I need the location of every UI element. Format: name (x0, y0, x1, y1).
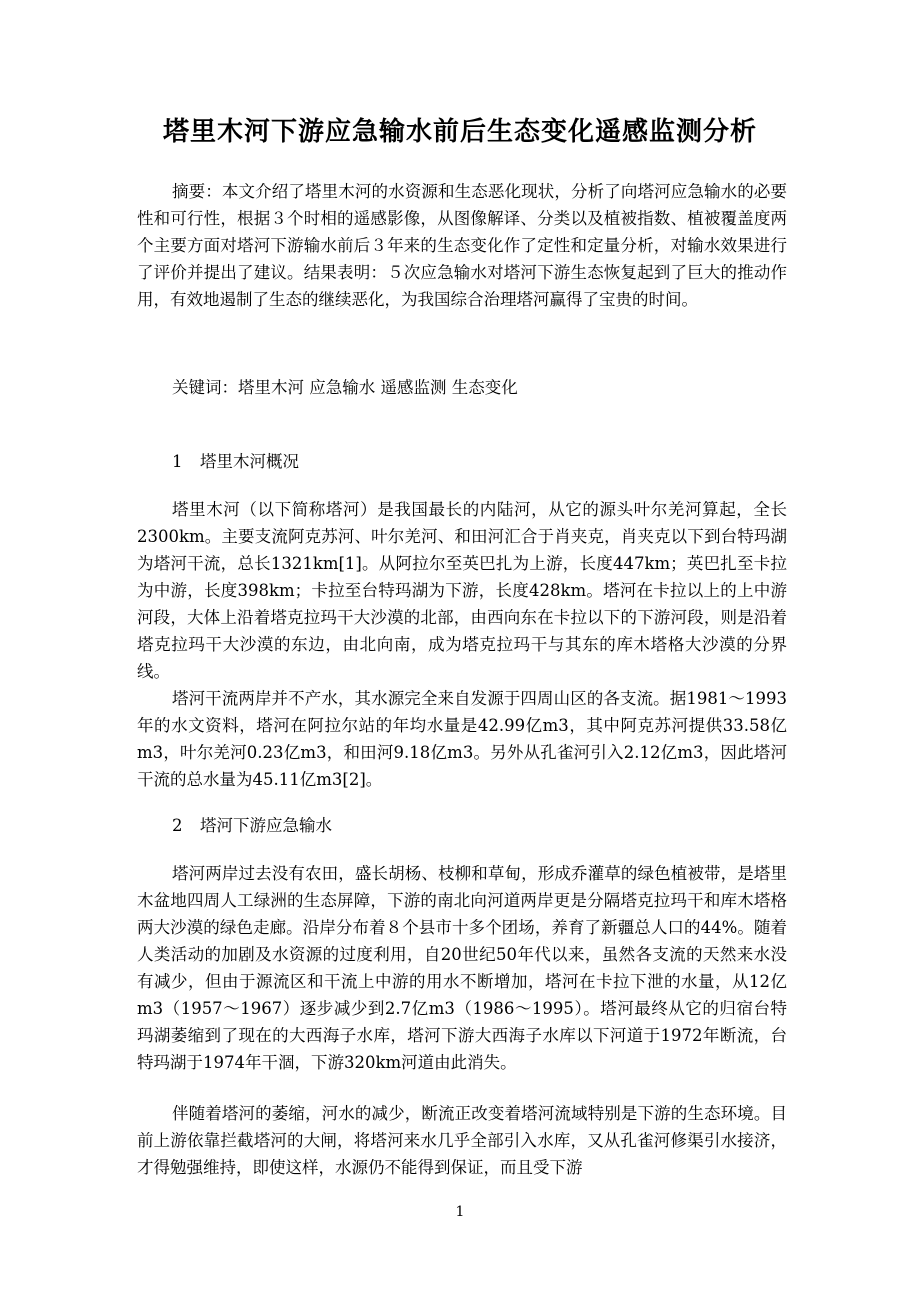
body-paragraph: 伴随着塔河的萎缩，河水的减少，断流正改变着塔河流域特别是下游的生态环境。目前上游依靠拦截塔河的大闸，将塔河来水几乎全部引入水库，又从孔雀河修渠引水接济，才得勉强维持，即使这样，水源仍不能得到保证，而且受下游 (137, 1104, 787, 1177)
keywords-line: 关键词：塔里木河 应急输水 遥感监测 生态变化 (172, 378, 518, 397)
section-title: 塔里木河概况 (200, 452, 299, 471)
abstract-paragraph: 摘要：本文介绍了塔里木河的水资源和生态恶化现状，分析了向塔河应急输水的必要性和可行性，根据３个时相的遥感影像，从图像解译、分类以及植被指数、植被覆盖度两个主要方面对塔河下游输水前后３年来的生态变化作了定性和定量分析，对输水效果进行了评价并提出了建议。结果表明：５次应急输水对塔河下游生态恢复起到了巨大的推动作用，有效地遏制了生态的继续恶化，为我国综合治理塔河赢得了宝贵的时间。 (137, 182, 787, 309)
body-paragraph: 塔河干流两岸并不产水，其水源完全来自发源于四周山区的各支流。据1981～1993年的水文资料，塔河在阿拉尔站的年均水量是42.99亿m3，其中阿克苏河提供33.58亿m3，叶尔羌河0.23亿m3，和田河9.18亿m3。另外从孔雀河引入2.12亿m3，因此塔河干流的总水量为45.11亿m3[2]。 (137, 689, 787, 789)
section-heading-1 (172, 448, 299, 475)
section-title: 塔河下游应急输水 (200, 816, 332, 835)
body-paragraph: 塔里木河（以下简称塔河）是我国最长的内陆河，从它的源头叶尔羌河算起，全长2300km。主要支流阿克苏河、叶尔羌河、和田河汇合于肖夹克，肖夹克以下到台特玛湖为塔河干流，总长1321km[1]。从阿拉尔至英巴扎为上游，长度447km；英巴扎至卡拉为中游，长度398km；卡拉至台特玛湖为下游，长度428km。塔河在卡拉以上的上中游河段，大体上沿着塔克拉玛干大沙漠的北部，由西向东在卡拉以下的下游河段，则是沿着塔克拉玛干大沙漠的东边，由北向南，成为塔克拉玛干与其东的库木塔格大沙漠的分界线。 (137, 500, 787, 681)
section-number: 2 (172, 816, 183, 835)
section-heading-2 (172, 812, 332, 839)
page-number: 1 (455, 1204, 465, 1220)
paper-title: 塔里木河下游应急输水前后生态变化遥感监测分析 (162, 117, 757, 147)
section-number: 1 (172, 452, 183, 471)
body-paragraph: 塔河两岸过去没有农田，盛长胡杨、枝柳和草甸，形成乔灌草的绿色植被带，是塔里木盆地四周人工绿洲的生态屏障，下游的南北向河道两岸更是分隔塔克拉玛干和库木塔格两大沙漠的绿色走廊。沿岸分布着８个县市十多个团场，养育了新疆总人口的44%。随着人类活动的加剧及水资源的过度利用，自20世纪50年代以来，虽然各支流的天然来水没有减少，但由于源流区和干流上中游的用水不断增加，塔河在卡拉下泄的水量，从12亿m3（1957～1967）逐步减少到2.7亿m3（1986～1995）。塔河最终从它的归宿台特玛湖萎缩到了现在的大西海子水库，塔河下游大西海子水库以下河道于1972年断流，台特玛湖于1974年干涸，下游320km河道由此消失。 (137, 864, 787, 1072)
